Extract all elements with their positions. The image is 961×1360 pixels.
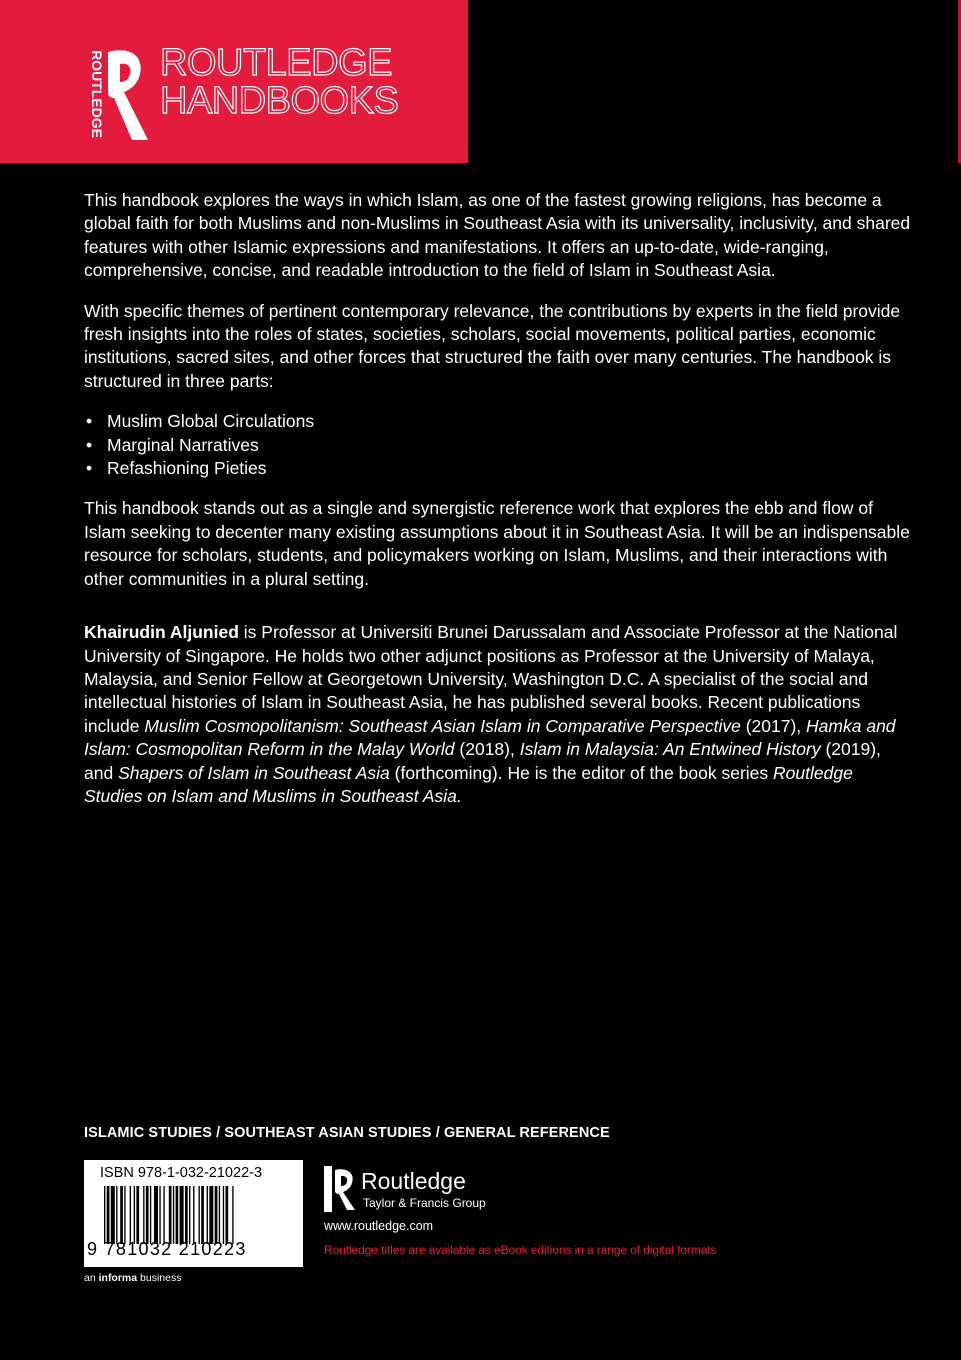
informa-brand: informa: [98, 1272, 138, 1284]
subject-categories: ISLAMIC STUDIES / SOUTHEAST ASIAN STUDIES / GENERAL REFERENCE: [84, 1125, 610, 1141]
informa-post: business: [137, 1272, 182, 1284]
publisher-url[interactable]: www.routledge.com: [324, 1219, 434, 1233]
blurb-paragraph-3: This handbook stands out as a single and synergistic reference work that explores the ebb and flow of Islam seeking to decenter many existing assumptions about it in Southeast Asia. It will be an indispensable resource for scholars, students, and policymakers working on Islam, Muslims, and their interactions with other communities in a plural setting.: [84, 498, 910, 589]
publisher-group: Taylor & Francis Group: [363, 1196, 486, 1210]
routledge-logo-icon: [80, 44, 156, 144]
blurb-paragraph-2: With specific themes of pertinent contemporary relevance, the contributions by experts in the field provide fresh insights into the roles of states, societies, scholars, social movements, political parties, economic institutions, sacred sites, and other forces that structured the faith over many centuries. The handbook is structured in three parts:: [84, 300, 901, 391]
blurb-paragraph-1: This handbook explores the ways in which Islam, as one of the fastest growing religions, has become a global faith for both Muslims and non-Muslims in Southeast Asia with its universality, inclusivity, and shared features with other Islamic expressions and manifestations. It offers an up-to-date, wide-ranging, comprehensive, concise, and readable introduction to the field of Islam in Southeast Asia.: [84, 190, 911, 281]
bio-text: (forthcoming). He is the editor of the book series: [389, 762, 774, 783]
bio-text: (2017),: [740, 715, 807, 736]
series-title-line1: ROUTLEDGE: [160, 42, 392, 84]
back-cover-blurb: [84, 189, 914, 825]
book-title: Hamka and Islam: Cosmopolitan Reform in the Malay World: [84, 715, 896, 760]
bio-text: (2018),: [454, 739, 520, 760]
book-title: Muslim Cosmopolitanism: Southeast Asian Islam in Comparative Perspective: [144, 715, 741, 736]
barcode-icon: [104, 1186, 284, 1244]
bio-text: is Professor at Universiti Brunei Darussalam and Associate Professor at the National University of Singapore. He holds two other adjunct positions as Professor at the University of Malaya, Malaysia, and Senior Fellow at Georgetown University, Washington D.C. A specialist of the social and intellectual histories of Islam in Southeast Asia, he has published several books. Recent publications include: [84, 622, 898, 736]
book-title: Islam in Malaysia: An Entwined History: [519, 739, 821, 760]
book-series-title: Routledge Studies on Islam and Muslims in Southeast Asia.: [84, 762, 853, 806]
series-header-band: [0, 0, 468, 163]
author-bio: [84, 621, 914, 808]
series-title: [160, 44, 398, 120]
parts-list: [84, 410, 914, 480]
book-title: Shapers of Islam in Southeast Asia: [118, 762, 390, 783]
bio-text: (2019), and: [84, 739, 881, 783]
informa-tagline: [84, 1272, 181, 1284]
ean-digits: 9 781032 210223: [87, 1239, 247, 1259]
routledge-publisher-logo-icon: [324, 1166, 356, 1212]
list-item: • Muslim Global Circulations: [84, 410, 914, 433]
informa-pre: an: [84, 1272, 99, 1284]
isbn-label: ISBN 978-1-032-21022-3: [100, 1165, 263, 1181]
author-name: Khairudin Aljunied: [84, 622, 239, 643]
list-item: • Refashioning Pieties: [84, 457, 914, 480]
ebook-note: Routledge titles are available as eBook editions in a range of digital formats: [324, 1243, 717, 1257]
list-item: • Marginal Narratives: [84, 434, 914, 457]
publisher-name: Routledge: [361, 1168, 466, 1194]
series-title-line2: HANDBOOKS: [160, 80, 399, 122]
isbn-barcode-box: [84, 1160, 303, 1267]
logo-vertical-text: ROUTLEDGE: [89, 50, 105, 138]
